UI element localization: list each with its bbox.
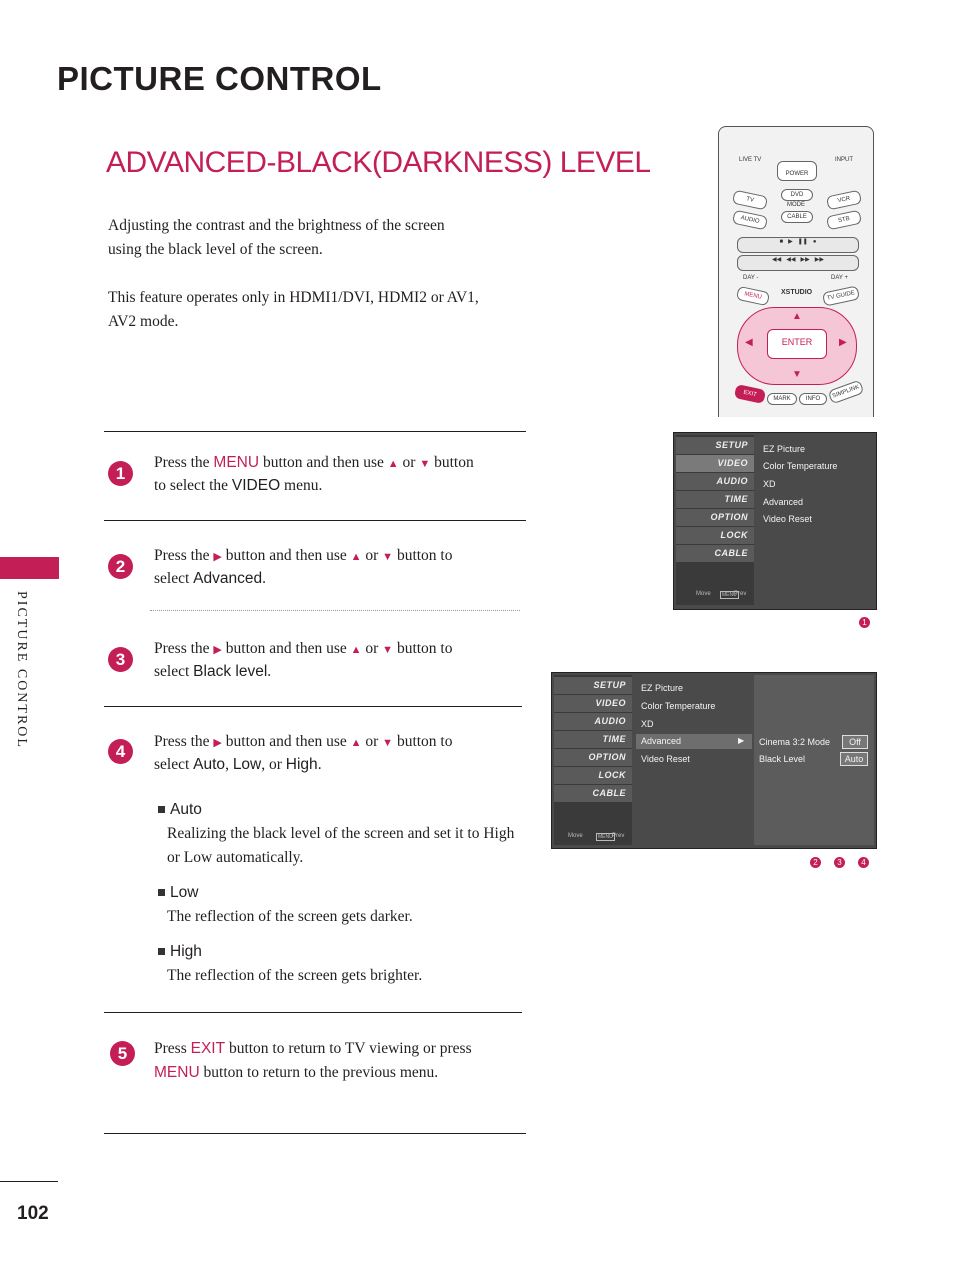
step-number: 5	[110, 1041, 135, 1066]
bullet-square-icon	[158, 889, 165, 896]
up-arrow-icon: ▲	[387, 458, 399, 470]
divider	[104, 1012, 522, 1013]
intro-line: AV2 mode.	[108, 313, 179, 330]
right-arrow-icon: ▶	[213, 551, 222, 563]
xstudio-label: XSTUDIO	[781, 289, 813, 296]
menu-button: MENU	[736, 286, 770, 306]
vcr-button: VCR	[826, 190, 862, 211]
intro-line: Adjusting the contrast and the brightness of the screen	[108, 217, 445, 234]
page-number: 102	[17, 1203, 49, 1224]
footer-move: Move	[568, 833, 583, 839]
step-4-text: Press the ▶ button and then use ▲ or ▼ button to select Auto, Low, or High.	[154, 733, 453, 773]
bullet-square-icon	[158, 806, 165, 813]
submenu-item: Video Reset	[763, 514, 812, 524]
intro-line: using the black level of the screen.	[108, 241, 323, 258]
menu-item-cable: CABLE	[554, 785, 632, 802]
submenu-item: Color Temperature	[641, 701, 716, 711]
mode-label: MODE	[787, 202, 805, 208]
up-arrow-icon: ▲	[350, 737, 362, 749]
menu-item-audio: AUDIO	[676, 473, 754, 490]
option-auto-heading: Auto	[158, 801, 202, 819]
submenu-item-advanced-selected: Advanced ▶	[636, 734, 752, 749]
side-tab-marker	[0, 557, 59, 579]
remote-control-illustration	[718, 126, 874, 417]
menu-item-option: OPTION	[676, 509, 754, 526]
divider	[104, 1133, 526, 1134]
skip-controls: ◀◀ ◀◀ ▶▶ ▶▶	[737, 255, 859, 271]
tv-guide-button: TV GUIDE	[822, 285, 860, 306]
submenu-arrow-icon: ▶	[738, 736, 745, 745]
menu-sidebar	[554, 675, 632, 845]
menu-item-setup: SETUP	[554, 677, 632, 694]
submenu-item: Color Temperature	[763, 461, 838, 471]
menu-item-time: TIME	[554, 731, 632, 748]
advanced-menu-screenshot	[551, 672, 877, 849]
step-badge: 1	[859, 617, 870, 628]
step-2-text: Press the ▶ button and then use ▲ or ▼ button to select Advanced.	[154, 547, 453, 587]
option-auto-description: Realizing the black level of the screen and set it to High or Low automatically.	[167, 825, 515, 866]
info-button: INFO	[799, 393, 827, 405]
dotted-divider	[150, 610, 520, 611]
submenu-item: EZ Picture	[641, 683, 684, 693]
menu-item-audio: AUDIO	[554, 713, 632, 730]
step-badge: 3	[834, 857, 845, 868]
step-number: 1	[108, 461, 133, 486]
menu-item-cable: CABLE	[676, 545, 754, 562]
enter-button: ENTER	[767, 329, 827, 359]
page-number-rule	[0, 1181, 58, 1182]
intro-paragraph-2	[108, 286, 528, 334]
cinema-mode-value: Off	[842, 735, 868, 749]
stb-button: STB	[826, 210, 862, 231]
submenu-item: Advanced	[763, 497, 804, 507]
divider	[104, 706, 522, 707]
step-number: 3	[108, 647, 133, 672]
mark-button: MARK	[767, 393, 797, 405]
step-3-text: Press the ▶ button and then use ▲ or ▼ button to select Black level.	[154, 640, 453, 680]
divider	[104, 431, 526, 432]
menu-key: MENU	[213, 454, 260, 471]
step-number: 2	[108, 554, 133, 579]
footer-move: Move	[696, 591, 711, 597]
option-high-description: The reflection of the screen gets brighter.	[167, 967, 423, 984]
menu-item-lock: LOCK	[676, 527, 754, 544]
page-title: PICTURE CONTROL	[57, 60, 382, 97]
down-arrow-icon: ▼	[382, 737, 394, 749]
power-button: POWER	[777, 161, 817, 181]
step-number: 4	[108, 739, 133, 764]
menu-sidebar	[676, 435, 754, 605]
black-level-label: Black Level	[759, 754, 806, 764]
video-menu-screenshot	[673, 432, 877, 610]
footer-menu-key: MENU	[722, 592, 737, 598]
audio-button: AUDIO	[732, 210, 768, 231]
down-arrow-icon: ▼	[382, 644, 394, 656]
step-badge: 2	[810, 857, 821, 868]
menu-item-lock: LOCK	[554, 767, 632, 784]
cinema-mode-label: Cinema 3:2 Mode	[759, 737, 831, 747]
right-arrow-icon: ▶	[213, 737, 222, 749]
option-high-heading: High	[158, 943, 202, 961]
step-1-text: Press the MENU button and then use ▲ or ▼ button to select the VIDEO menu.	[154, 454, 474, 494]
bullet-square-icon	[158, 948, 165, 955]
live-tv-label: LIVE TV	[739, 157, 762, 163]
dpad-right-icon: ▶	[839, 337, 847, 348]
option-low-description: The reflection of the screen gets darker.	[167, 908, 413, 925]
menu-item-setup: SETUP	[676, 437, 754, 454]
divider	[104, 520, 526, 521]
menu-item-video: VIDEO	[554, 695, 632, 712]
section-title: ADVANCED-BLACK(DARKNESS) LEVEL	[106, 146, 651, 179]
submenu-item: Video Reset	[641, 754, 690, 764]
down-arrow-icon: ▼	[419, 458, 431, 470]
menu-item-option: OPTION	[554, 749, 632, 766]
up-arrow-icon: ▲	[350, 551, 362, 563]
dpad-up-icon: ▲	[792, 311, 802, 322]
transport-controls: ■ ▶ ❚❚ ●	[737, 237, 859, 253]
tv-button: TV	[732, 190, 768, 211]
footer-menu-key: MENU	[598, 834, 613, 840]
menu-item-time: TIME	[676, 491, 754, 508]
footer-prev: Prev	[612, 833, 625, 839]
exit-button: EXIT	[734, 384, 766, 404]
intro-paragraph-1	[108, 214, 528, 262]
dvd-button: DVD	[781, 189, 813, 201]
day-plus-label: DAY +	[831, 275, 848, 281]
intro-line: This feature operates only in HDMI1/DVI, HDMI2 or AV1,	[108, 289, 479, 306]
cable-button: CABLE	[781, 211, 813, 223]
side-tab-label: PICTURE CONTROL	[14, 591, 29, 749]
dpad-left-icon: ◀	[745, 337, 753, 348]
submenu-item: XD	[641, 719, 654, 729]
footer-prev: Prev	[734, 591, 747, 597]
right-arrow-icon: ▶	[213, 644, 222, 656]
submenu-item: XD	[763, 479, 776, 489]
submenu-item: EZ Picture	[763, 444, 806, 454]
simplink-button: SIMPLINK	[828, 380, 865, 405]
step-badge: 4	[858, 857, 869, 868]
day-minus-label: DAY -	[743, 275, 759, 281]
option-low-heading: Low	[158, 884, 198, 902]
dpad-down-icon: ▼	[792, 369, 802, 380]
menu-key: MENU	[154, 1064, 200, 1081]
black-level-value: Auto	[840, 752, 868, 766]
up-arrow-icon: ▲	[350, 644, 362, 656]
exit-key: EXIT	[190, 1040, 226, 1057]
down-arrow-icon: ▼	[382, 551, 394, 563]
input-label: INPUT	[835, 157, 853, 163]
step-5-text: Press EXIT button to return to TV viewing or press MENU button to return to the previous menu.	[154, 1040, 472, 1081]
menu-item-video: VIDEO	[676, 455, 754, 472]
